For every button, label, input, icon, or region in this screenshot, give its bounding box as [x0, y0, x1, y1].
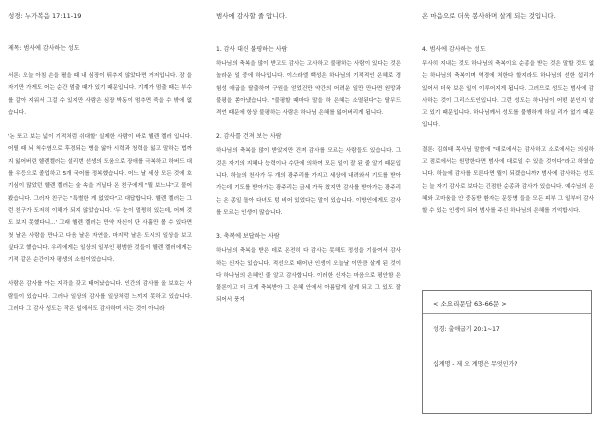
conclusion-text: 결론: 김희태 목사님 말씀에 "대로에서는 감사하고 소로에서는 의심하고 점로에서는 원망한다면 범사에 대로일 수 있을 것이다"라고 하였습니다. 하늘에 감사를 모른다면 뭘이 되겠습니까? 범사에 감사하는 성도는 늘 자기 감사로 보다는 긴점한 순종과 감사가 있습니다. 예수님의 은혜와 고마움을 안 중동받 환자는 문둥병 들을 모든 피부 그 일부터 감사할 수 있는 인생이 되어 범사를 주신 하나님의 은혜를 기억합시다. [422, 146, 594, 215]
section-heading: 4. 범사에 감사하는 성도 [422, 46, 486, 53]
section-text: 하나님의 축복을 많이 받고도 감사는 고사하고 불평하는 사람이 있다는 것은 놀라운 일 중에 하나입니다. 이스라엘 백성은 하나님의 기적적인 은혜로 경험성 애굽을 탈출하여 구원을 얻었건만 약간의 어려운 일만 만나면 원망과 불평을 쏟아냈습니다. "불평할 때마다 말을 하 은혜는 소멸된다"는 탈무드 격언 때문에 항상 불평하는 사람은 하나님 은혜를 잃어버리게 됩니다. [216, 61, 401, 117]
section-text: 무사히 지내는 것도 하나님의 축복이요 순종을 받는 것은 말할 것도 없는 하나님의 축복이며 역경에 처한다 할지라도 하나님의 선한 섭리가 있어서 더욱 보은 일이 이루어지게 됩니다. 그러므로 성도는 범사에 감사하는 것이 그리스도인입니다. 그런 성도는 하나님이 어떤 분인지 알고 있기 때문입니다. 하나님께서 성도를 불행하게 하실 리가 없기 때문입니다. [422, 61, 594, 129]
sermon-body-left [8, 44, 192, 327]
sermon-paragraph: 서론: 오늘 아침 손을 펼을 때 내 심장이 뛰추지 않았다면 거저입니다. 잠 을 자기만 가게도 어는 순간 멈출 때가 있기 때문입니다. 기계가 멈출 때는 부수를 갈아 지워서 그걸 수 있지만 사람은 심장 박동이 멈추면 죽을 수 밖에 없습니다. [8, 73, 192, 116]
sermon-column-left [8, 0, 192, 424]
column-header-text: 온 마음으로 더욱 봉사하며 살게 되는 것입니다. [422, 12, 556, 20]
section-text: 하나님의 축복을 많이 받았지만 건져 감사를 모르는 사람들도 있습니다. 그것은 자기의 지혜나 능력이나 수단에 의하여 모든 일이 잘 된 줄 알기 때문입니다. 하늘의 천사가 두 개의 광주리를 가지고 세상에 내려와서 기도를 받아 가는데 기도를 받아가는 광주리는 금세 가득 찼지만 감사를 받아가는 광주리는 온 종일 돌아 다녀도 텅 비어 있었다는 말이 있습니다. 이방인에게도 감사를 모르는 인생이 많습니다. [216, 148, 401, 216]
catechism-box [422, 290, 592, 414]
section-heading: 2. 감사를 건져 보는 사람 [216, 133, 282, 141]
section-heading: 3. 축복에 보답하는 사람 [216, 233, 280, 241]
sermon-paragraph: 사람은 감사를 아는 지각을 갖고 태어났습니다. 인간의 감사를 올 보호는 사람들이 있습니다. 그러나 일상의 감사를 일상처럼 느끼지 못하고 있습니다. 그러다 그 감사 성도는 작은 일에서도 감사하며 사는 것이 아니라 [8, 281, 192, 313]
column-header-text: 범사에 감사할 줄 압니다. [216, 12, 288, 20]
catechism-title: < 소요리문답 63-66문 > [433, 300, 507, 308]
scripture-reference: 성경: 누가복음 17:11-19 [8, 12, 82, 20]
catechism-question: 십계명 - 제 오 계명은 무엇인가? [433, 361, 518, 368]
sermon-column-right [422, 0, 594, 424]
section-heading: 1. 감사 대신 불평하는 사람 [216, 46, 288, 53]
sermon-paragraph: '논 또고 보는 넓이 기적처럼 쉬대할' 실제한 사람이 바로 헬렌 켈러 입니다. 어릴 때 뇌 척수염으로 후경되는 병을 앓아 시력과 청력을 잃고 말하는 법까지 잃어버린 헬렌켈러는 설리번 선생의 도움으로 장애를 극복하고 하버드 대를 우등으로 졸업하고 5개 국어를 정복했습니다. 어느 날 세상 모든 것에 호기심이 많았던 헬렌 켈러는 숲 속을 거닐다 온 친구에게 "뭘 보느냐"고 물어봤습니다. 그러자 친구는 "특별한 게 없었다"고 대답합니다. 헬렌 켈러는 그런 친구가 도저히 이해가 되지 않았습니다. '두 눈이 멀쩡히 있는데, 어쩌 것도 보지 못했다니...' 그래 헬렌 켈러는 만약 자신이 단 사흘만 볼 수 있다면 첫 날은 사람을 만나고 다음 날은 자연을, 마지막 날은 도시의 일상을 보고 싶다고 했습니다. 우리에게는 일상의 일부인 평범한 것들이 헬렌 켈러에게는 기적 같은 순간이자 평생의 소원이었습니다. [8, 134, 192, 264]
sermon-column-middle [216, 0, 401, 424]
sermon-body-right [422, 44, 594, 230]
sermon-body-middle [216, 44, 401, 319]
sermon-title: 제목: 범사에 감사하는 성도 [8, 45, 80, 52]
catechism-scripture: 성경: 출애굽기 20:1~17 [433, 326, 500, 333]
catechism-divider [423, 313, 591, 314]
section-text: 하나님의 축복을 받은 데로 온전히 다 감사는 못해도 정성을 기울여서 감사하는 신자는 있습니다. 적선으로 태어난 인생이 오늘날 이만큼 살게 된 것이 다 하나님의 은혜인 줄 알고 감사합니다. 이러한 신자는 마음으로 평안함 은 물론이고 더 크게 축복받아 그 은혜 안에서 아름답게 살게 되고 그 있도 잘 되어서 풍겨 [216, 248, 401, 304]
